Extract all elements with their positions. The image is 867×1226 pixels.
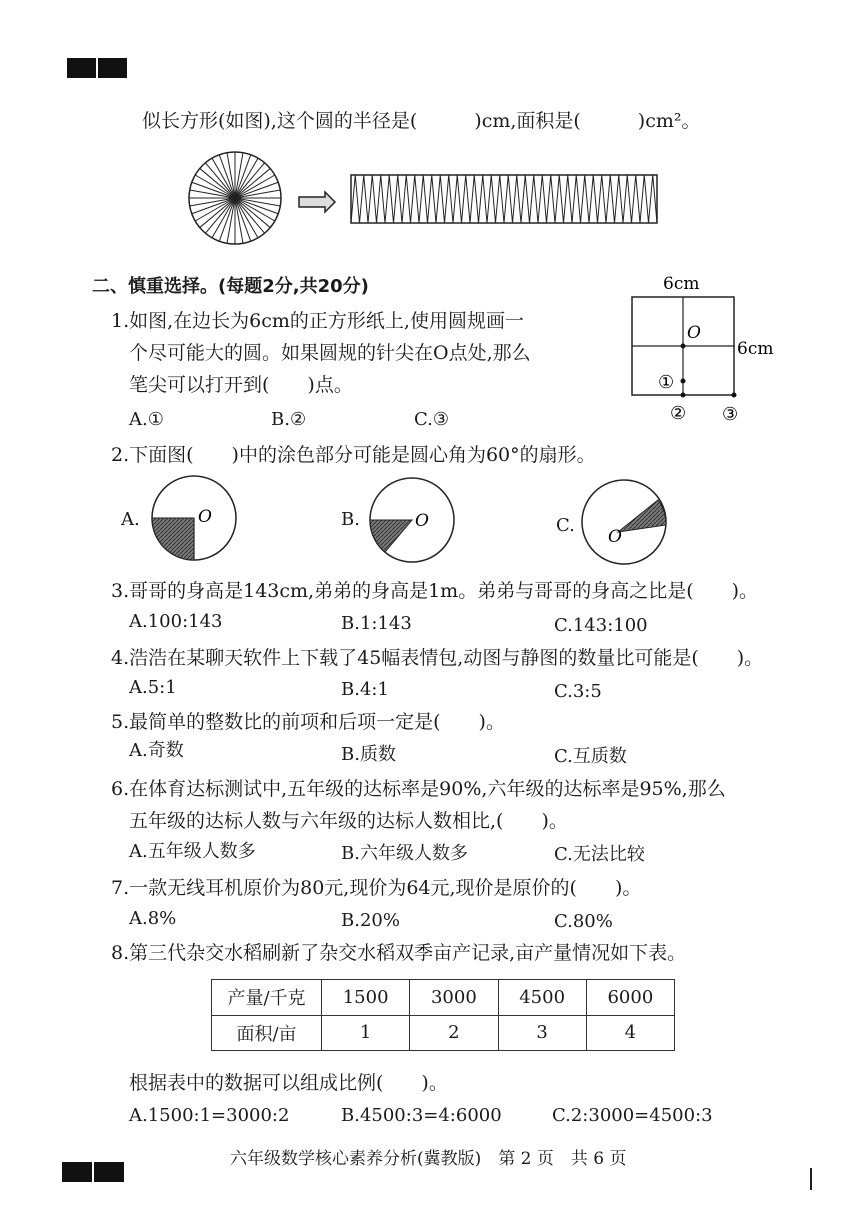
point-2: [681, 393, 686, 398]
q8-option-c[interactable]: C.2:3000=4500:3: [552, 1105, 713, 1126]
q7-text: 7.一款无线耳机原价为80元,现价为64元,现价是原价的( )。: [111, 877, 642, 899]
q7-option-b[interactable]: B.20%: [341, 910, 400, 931]
q1-option-b[interactable]: B.②: [271, 409, 307, 430]
point-1-label: ①: [658, 372, 675, 393]
q3-option-b[interactable]: B.1:143: [341, 613, 412, 634]
table-cell: 产量/千克: [212, 980, 322, 1016]
q3-option-a[interactable]: A.100:143: [129, 611, 223, 632]
q5-option-a[interactable]: A.奇数: [129, 740, 184, 761]
circle-to-rectangle-figure: [185, 150, 665, 250]
q4-option-b[interactable]: B.4:1: [341, 679, 389, 700]
q4-option-a[interactable]: A.5:1: [129, 677, 177, 698]
q8-text: 8.第三代杂交水稻刷新了杂交水稻双季亩产记录,亩产量情况如下表。: [111, 942, 687, 964]
q8-option-b[interactable]: B.4500:3=4:6000: [341, 1105, 502, 1126]
arrow-icon: [299, 192, 335, 212]
yield-table: [211, 979, 675, 1051]
q7-option-a[interactable]: A.8%: [129, 908, 177, 929]
q1-line-3: 笔尖可以打开到( )点。: [129, 374, 353, 396]
q8-sub: 根据表中的数据可以组成比例( )。: [129, 1072, 448, 1094]
svg-text:O: O: [415, 511, 429, 531]
q1-line-2: 个尽可能大的圆。如果圆规的针尖在O点处,那么: [129, 342, 531, 364]
q6-option-c[interactable]: C.无法比较: [554, 844, 645, 865]
q6-line-1: 6.在体育达标测试中,五年级的达标率是90%,六年级的达标率是95%,那么: [111, 778, 726, 800]
q2-figures: [140, 470, 700, 570]
point-3-label: ③: [722, 404, 739, 425]
section-title: 二、慎重选择。(每题2分,共20分): [92, 276, 369, 297]
table-cell: 4500: [498, 980, 586, 1016]
q5-option-b[interactable]: B.质数: [341, 744, 396, 765]
point-2-label: ②: [670, 403, 687, 424]
q3-option-c[interactable]: C.143:100: [554, 615, 648, 636]
table-row: [212, 1015, 675, 1051]
q6-option-b[interactable]: B.六年级人数多: [341, 843, 468, 864]
q2-text: 2.下面图( )中的涂色部分可能是圆心角为60°的扇形。: [111, 444, 596, 466]
q7-option-c[interactable]: C.80%: [554, 911, 613, 932]
q3-text: 3.哥哥的身高是143cm,弟弟的身高是1m。弟弟与哥哥的身高之比是( )。: [111, 580, 759, 602]
top-line: 似长方形(如图),这个圆的半径是( )cm,面积是( )cm²。: [142, 110, 701, 132]
q8-option-a[interactable]: A.1500:1=3000:2: [129, 1105, 290, 1126]
q2-option-b[interactable]: B.: [341, 509, 360, 530]
svg-text:O: O: [198, 507, 212, 527]
figure-b: [370, 478, 454, 562]
q4-option-c[interactable]: C.3:5: [554, 681, 602, 702]
q2-option-a[interactable]: A.: [121, 509, 140, 530]
table-cell: 面积/亩: [212, 1015, 322, 1051]
registration-mark-bottom-gap: [92, 1162, 94, 1182]
q1-line-1: 1.如图,在边长为6cm的正方形纸上,使用圆规画一: [111, 310, 524, 332]
o-label: O: [687, 323, 701, 343]
page-footer: 六年级数学核心素养分析(冀教版) 第 2 页 共 6 页: [230, 1149, 627, 1169]
square-figure: [620, 270, 790, 430]
q5-option-c[interactable]: C.互质数: [554, 746, 627, 767]
q4-text: 4.浩浩在某聊天软件上下载了45幅表情包,动图与静图的数量比可能是( )。: [111, 647, 764, 669]
cut-circle: [189, 152, 281, 244]
figure-c: [582, 480, 666, 564]
side-length-label: 6cm: [737, 339, 774, 359]
point-3: [732, 393, 737, 398]
table-cell: 6000: [586, 980, 674, 1016]
q5-text: 5.最简单的整数比的前项和后项一定是( )。: [111, 711, 505, 733]
approx-rectangle: [351, 175, 657, 223]
top-length-label: 6cm: [663, 274, 700, 294]
table-cell: 1500: [322, 980, 410, 1016]
q1-option-c[interactable]: C.③: [414, 409, 449, 430]
table-cell: 2: [410, 1015, 498, 1051]
point-o: [681, 344, 686, 349]
table-cell: 4: [586, 1015, 674, 1051]
figure-a: [152, 476, 236, 560]
table-cell: 3000: [410, 980, 498, 1016]
svg-text:O: O: [608, 527, 622, 547]
table-row: [212, 980, 675, 1016]
q1-option-a[interactable]: A.①: [129, 409, 164, 430]
table-cell: 1: [322, 1015, 410, 1051]
registration-mark-top-gap: [96, 58, 98, 78]
point-1: [681, 379, 686, 384]
q6-line-2: 五年级的达标人数与六年级的达标人数相比,( )。: [129, 810, 568, 832]
q2-option-c[interactable]: C.: [556, 515, 575, 536]
margin-line: [810, 1168, 812, 1190]
q6-option-a[interactable]: A.五年级人数多: [129, 841, 256, 862]
table-cell: 3: [498, 1015, 586, 1051]
